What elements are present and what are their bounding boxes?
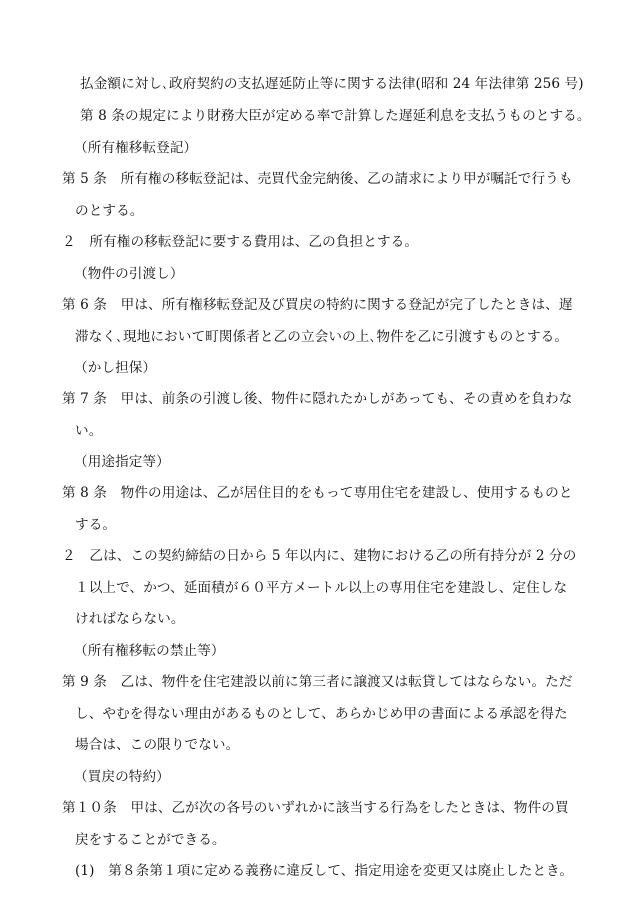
section-heading: （用途指定等） [74,454,170,470]
text-line: 払金額に対し､政府契約の支払遅延防止等に関する法律(昭和 24 年法律第 256 号) [80,76,584,92]
section-heading: （買戻の特約） [74,769,170,785]
article-10-line: 第１０条 甲は、乙が次の各号のいずれかに該当する行為をしたときは、物件の買 [62,800,569,816]
section-heading: （所有権移転登記） [74,140,198,156]
paragraph-line: ２ 所有権の移転登記に要する費用は、乙の負担とする。 [62,234,419,250]
text-line: い。 [75,423,103,439]
section-heading: （物件の引渡し） [74,266,184,282]
text-line: 戻をすることができる。 [75,832,226,848]
text-line: 滞なく､現地において町関係者と乙の立会いの上､物件を乙に引渡すものとする。 [75,329,569,345]
article-7-line: 第 7 条 甲は、前条の引渡し後、物件に隠れたかしがあっても、その責めを負わな [62,391,573,407]
text-line: １以上で、かつ、延面積が６０平方メートル以上の専用住宅を建設し、定住しな [75,580,568,596]
section-heading: （所有権移転の禁止等） [74,643,225,659]
article-6-line: 第 6 条 甲は、所有権移転登記及び買戻の特約に関する登記が完了したときは、遅 [62,297,573,313]
article-8-line: 第 8 条 物件の用途は、乙が居住目的をもって専用住宅を建設し、使用するものと [62,485,573,501]
text-line: する。 [75,517,117,533]
text-line: 第 8 条の規定により財務大臣が定める率で計算した遅延利息を支払うものとする。 [80,108,591,124]
section-heading: （かし担保） [74,360,157,376]
article-5-line: 第 5 条 所有権の移転登記は、売買代金完納後、乙の請求により甲が嘱託で行うも [62,171,573,187]
text-line: ければならない。 [75,611,185,627]
text-line: し、やむを得ない理由があるものとして、あらかじめ甲の書面による承認を得た [75,706,568,722]
item-line: (1) 第８条第１項に定める義務に違反して、指定用途を変更又は廃止したとき。 [75,863,574,879]
article-9-line: 第 9 条 乙は、物件を住宅建設以前に第三者に譲渡又は転貸してはならない。ただ [62,674,573,690]
text-line: のとする。 [75,203,144,219]
text-line: 場合は、この限りでない。 [75,737,240,753]
paragraph-line: ２ 乙は、この契約締結の日から 5 年以内に、建物における乙の所有持分が 2 分の [62,548,577,564]
